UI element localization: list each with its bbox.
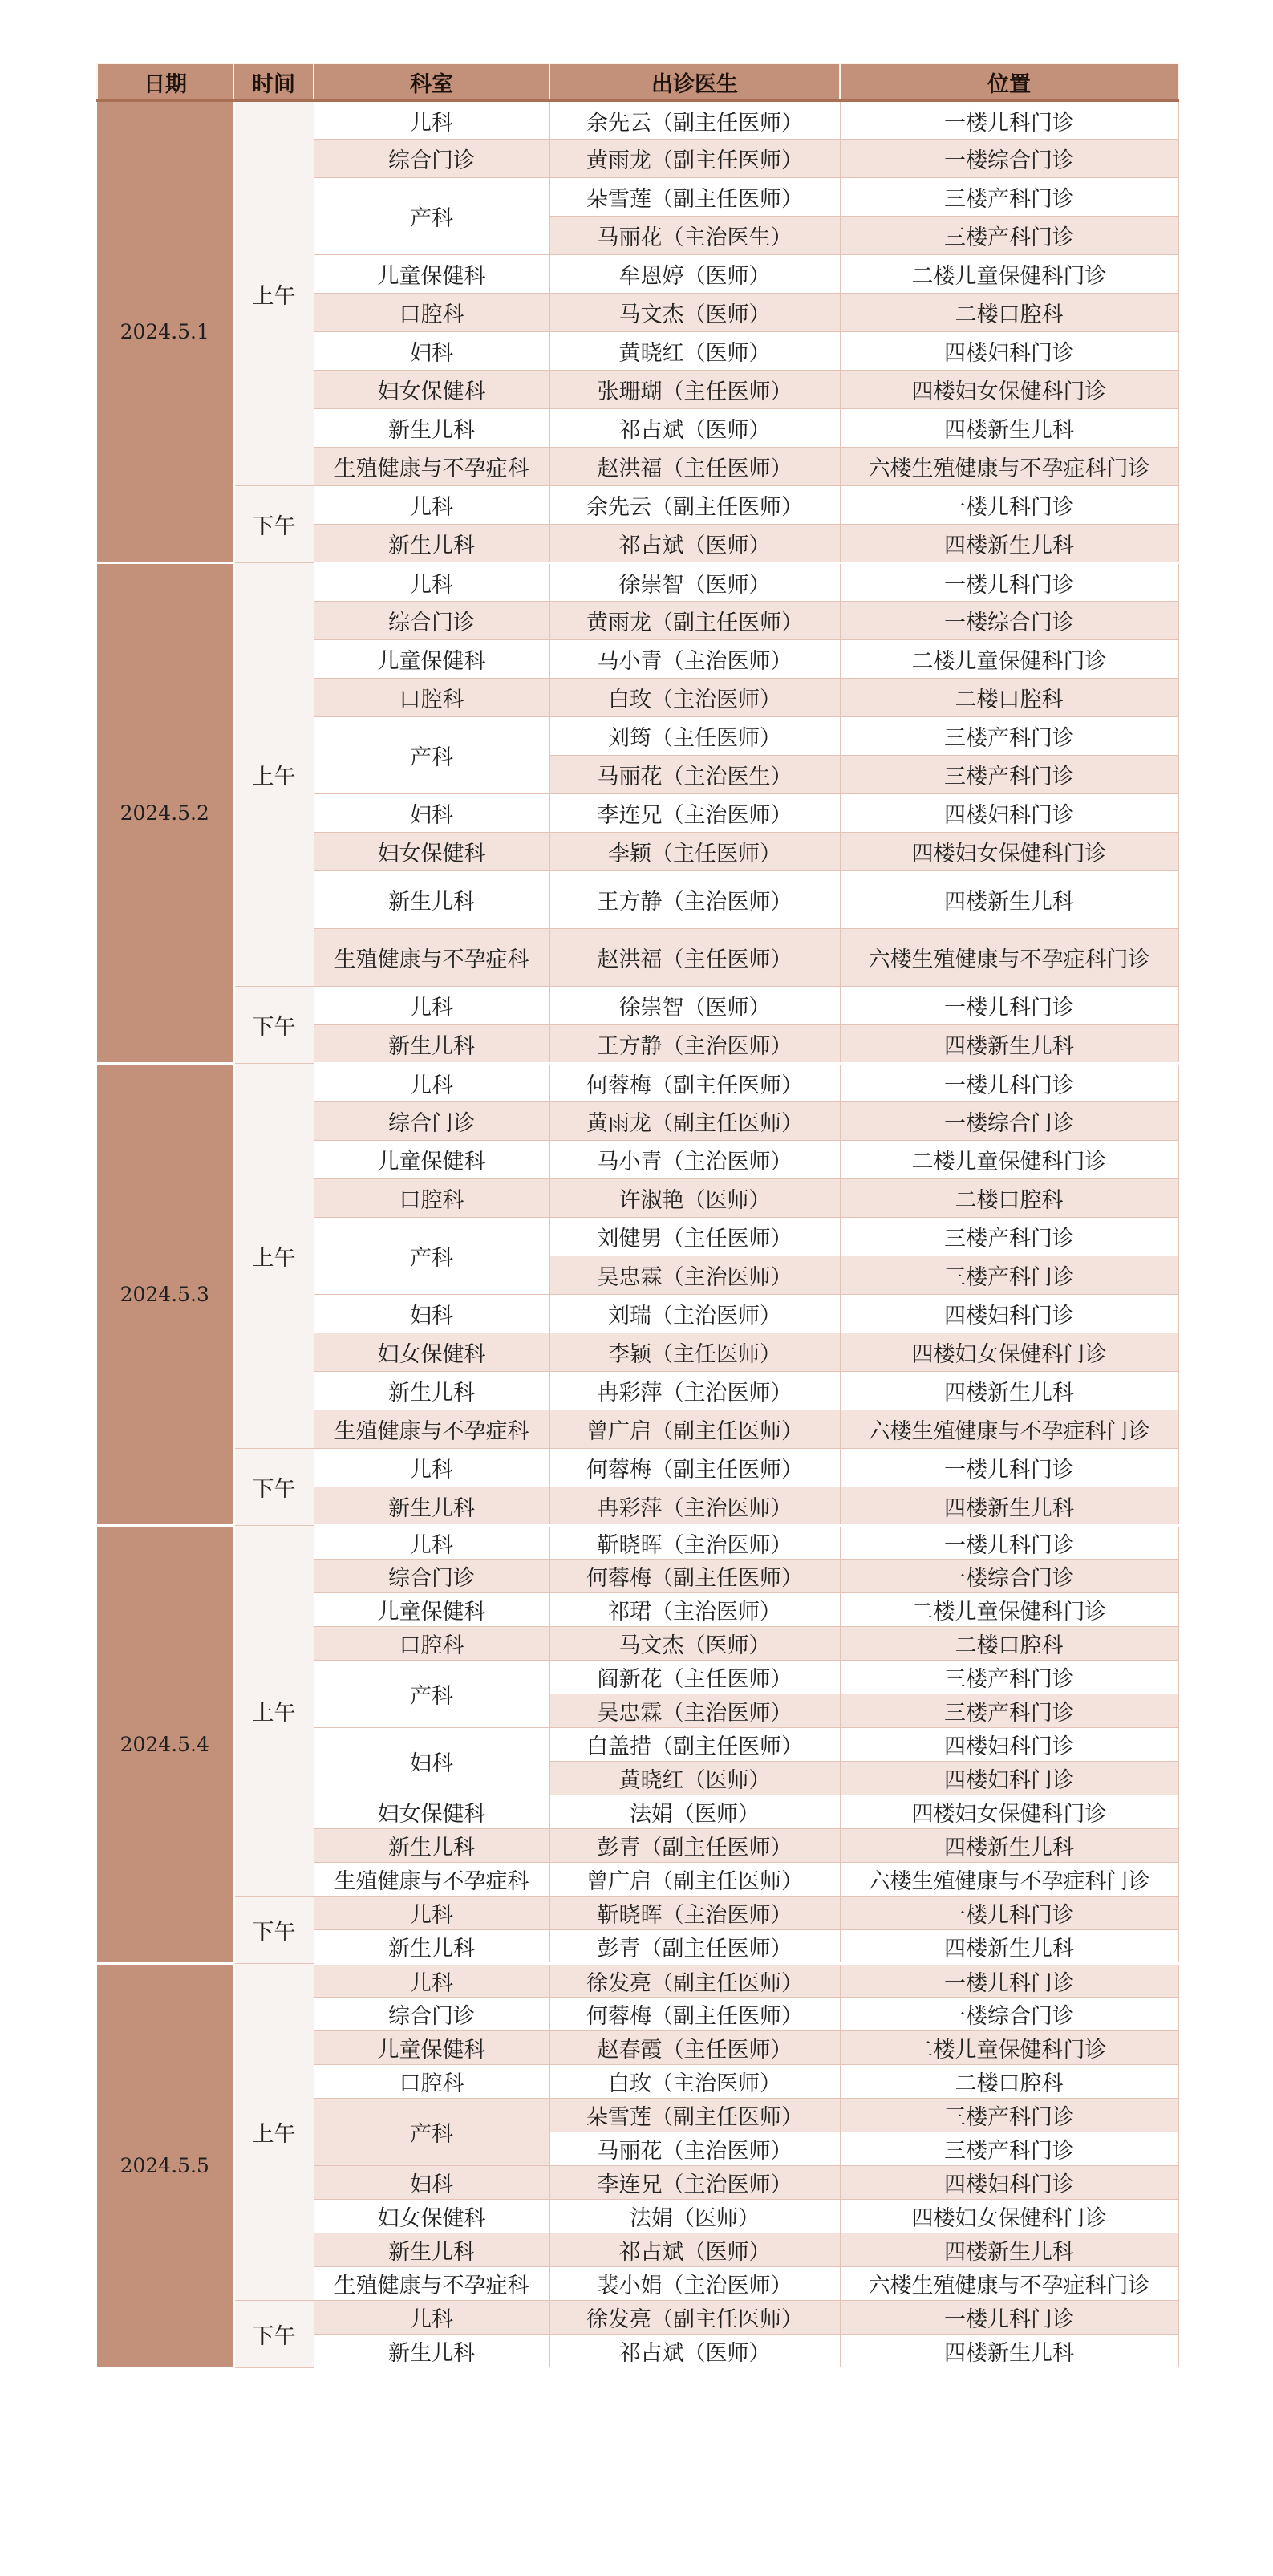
location-cell: 四楼妇科门诊	[840, 1295, 1178, 1333]
location-cell: 二楼口腔科	[840, 294, 1178, 332]
department-cell: 新生儿科	[314, 1372, 549, 1410]
session-morning: 上午	[233, 1064, 314, 1449]
doctor-cell: 刘筠（主任医师）	[549, 717, 840, 756]
location-cell: 六楼生殖健康与不孕症科门诊	[840, 2267, 1178, 2301]
doctor-cell: 黄晓红（医师）	[549, 1762, 840, 1795]
date-cell: 2024.5.3	[97, 1064, 233, 1526]
department-cell: 综合门诊	[314, 1998, 549, 2031]
department-cell: 综合门诊	[314, 140, 549, 178]
doctor-cell: 法娟（医师）	[549, 2200, 840, 2233]
department-cell: 新生儿科	[314, 1930, 549, 1964]
location-cell: 二楼儿童保健科门诊	[840, 1141, 1178, 1179]
doctor-cell: 许淑艳（医师）	[549, 1179, 840, 1218]
location-cell: 二楼口腔科	[840, 2065, 1178, 2099]
location-cell: 四楼新生儿科	[840, 1372, 1178, 1410]
department-cell: 妇女保健科	[314, 1333, 549, 1372]
location-cell: 一楼儿科门诊	[840, 1964, 1178, 1998]
session-morning: 上午	[233, 101, 314, 486]
doctor-cell: 朵雪莲（副主任医师）	[549, 178, 840, 217]
doctor-cell: 王方静（主治医师）	[549, 1025, 840, 1064]
department-cell: 生殖健康与不孕症科	[314, 448, 549, 486]
location-cell: 四楼新生儿科	[840, 409, 1178, 448]
doctor-cell: 吴忠霖（主治医师）	[549, 1694, 840, 1728]
doctor-cell: 马丽花（主治医生）	[549, 217, 840, 255]
doctor-cell: 马小青（主治医师）	[549, 1141, 840, 1179]
doctor-cell: 祁占斌（医师）	[549, 2233, 840, 2267]
department-cell: 综合门诊	[314, 1102, 549, 1141]
header-doctor: 出诊医生	[549, 63, 840, 101]
location-cell: 二楼口腔科	[840, 679, 1178, 717]
table-row	[97, 1897, 1178, 1930]
location-cell: 一楼综合门诊	[840, 602, 1178, 640]
department-cell: 口腔科	[314, 679, 549, 717]
doctor-cell: 赵洪福（主任医师）	[549, 448, 840, 486]
location-cell: 一楼儿科门诊	[840, 1449, 1178, 1487]
table-row	[97, 2301, 1178, 2335]
table-row	[97, 1449, 1178, 1487]
date-cell: 2024.5.5	[97, 1964, 233, 2368]
session-afternoon: 下午	[233, 1449, 314, 1526]
doctor-cell: 黄雨龙（副主任医师）	[549, 1102, 840, 1141]
location-cell: 四楼妇科门诊	[840, 1728, 1178, 1762]
doctor-cell: 冉彩萍（主治医师）	[549, 1372, 840, 1410]
doctor-cell: 曾广启（副主任医师）	[549, 1863, 840, 1897]
location-cell: 六楼生殖健康与不孕症科门诊	[840, 448, 1178, 486]
doctor-cell: 张珊瑚（主任医师）	[549, 371, 840, 409]
location-cell: 一楼综合门诊	[840, 1560, 1178, 1593]
doctor-cell: 曾广启（副主任医师）	[549, 1410, 840, 1449]
location-cell: 四楼妇女保健科门诊	[840, 833, 1178, 871]
doctor-cell: 徐崇智（医师）	[549, 987, 840, 1025]
location-cell: 三楼产科门诊	[840, 717, 1178, 756]
doctor-cell: 刘瑞（主治医师）	[549, 1295, 840, 1333]
doctor-cell: 阎新花（主任医师）	[549, 1661, 840, 1694]
location-cell: 四楼新生儿科	[840, 1025, 1178, 1064]
doctor-cell: 马丽花（主治医师）	[549, 2132, 840, 2166]
department-cell: 儿科	[314, 1897, 549, 1930]
location-cell: 六楼生殖健康与不孕症科门诊	[840, 1410, 1178, 1449]
doctor-cell: 徐崇智（医师）	[549, 563, 840, 602]
location-cell: 三楼产科门诊	[840, 756, 1178, 794]
location-cell: 三楼产科门诊	[840, 178, 1178, 217]
doctor-cell: 赵洪福（主任医师）	[549, 929, 840, 987]
location-cell: 四楼新生儿科	[840, 1829, 1178, 1863]
department-cell: 儿科	[314, 1064, 549, 1102]
location-cell: 四楼新生儿科	[840, 1487, 1178, 1526]
department-cell: 儿科	[314, 486, 549, 525]
department-cell: 口腔科	[314, 1627, 549, 1661]
location-cell: 二楼儿童保健科门诊	[840, 255, 1178, 294]
session-morning: 上午	[233, 1526, 314, 1897]
department-cell: 儿科	[314, 1964, 549, 1998]
department-cell: 妇科	[314, 794, 549, 833]
department-cell: 新生儿科	[314, 871, 549, 929]
doctor-cell: 彭青（副主任医师）	[549, 1829, 840, 1863]
location-cell: 二楼儿童保健科门诊	[840, 1593, 1178, 1627]
location-cell: 四楼新生儿科	[840, 871, 1178, 929]
location-cell: 四楼妇女保健科门诊	[840, 371, 1178, 409]
table-row	[97, 1964, 1178, 1998]
doctor-cell: 法娟（医师）	[549, 1795, 840, 1829]
doctor-cell: 祁占斌（医师）	[549, 2335, 840, 2368]
location-cell: 二楼儿童保健科门诊	[840, 640, 1178, 679]
schedule-body	[97, 101, 1178, 2368]
location-cell: 三楼产科门诊	[840, 217, 1178, 255]
doctor-cell: 黄雨龙（副主任医师）	[549, 140, 840, 178]
doctor-cell: 朵雪莲（副主任医师）	[549, 2099, 840, 2132]
doctor-cell: 余先云（副主任医师）	[549, 486, 840, 525]
doctor-cell: 白玫（主治医师）	[549, 2065, 840, 2099]
location-cell: 一楼儿科门诊	[840, 486, 1178, 525]
department-cell: 新生儿科	[314, 525, 549, 563]
location-cell: 一楼儿科门诊	[840, 1897, 1178, 1930]
date-cell: 2024.5.1	[97, 101, 233, 563]
doctor-cell: 李连兄（主治医师）	[549, 2166, 840, 2200]
doctor-cell: 马小青（主治医师）	[549, 640, 840, 679]
location-cell: 二楼口腔科	[840, 1627, 1178, 1661]
department-cell: 生殖健康与不孕症科	[314, 2267, 549, 2301]
session-afternoon: 下午	[233, 987, 314, 1064]
table-row	[97, 486, 1178, 525]
doctor-cell: 靳晓晖（主治医师）	[549, 1897, 840, 1930]
doctor-cell: 黄晓红（医师）	[549, 332, 840, 371]
doctor-cell: 李颖（主任医师）	[549, 1333, 840, 1372]
location-cell: 四楼妇女保健科门诊	[840, 1795, 1178, 1829]
doctor-cell: 吴忠霖（主治医师）	[549, 1256, 840, 1295]
header-date: 日期	[97, 63, 233, 101]
table-row	[97, 101, 1178, 140]
department-cell: 口腔科	[314, 294, 549, 332]
table-row	[97, 1064, 1178, 1102]
doctor-cell: 徐发亮（副主任医师）	[549, 2301, 840, 2335]
location-cell: 四楼新生儿科	[840, 525, 1178, 563]
department-cell: 生殖健康与不孕症科	[314, 929, 549, 987]
doctor-cell: 马文杰（医师）	[549, 294, 840, 332]
department-cell: 口腔科	[314, 2065, 549, 2099]
department-cell: 妇女保健科	[314, 833, 549, 871]
department-cell: 儿科	[314, 1449, 549, 1487]
doctor-cell: 徐发亮（副主任医师）	[549, 1964, 840, 1998]
department-cell: 产科	[314, 1218, 549, 1295]
doctor-cell: 祁占斌（医师）	[549, 409, 840, 448]
department-cell: 口腔科	[314, 1179, 549, 1218]
table-row	[97, 563, 1178, 602]
schedule-table	[96, 63, 1179, 2369]
header-department: 科室	[314, 63, 549, 101]
location-cell: 三楼产科门诊	[840, 2132, 1178, 2166]
location-cell: 四楼妇科门诊	[840, 1762, 1178, 1795]
doctor-cell: 白盖措（副主任医师）	[549, 1728, 840, 1762]
date-cell: 2024.5.4	[97, 1526, 233, 1964]
department-cell: 儿童保健科	[314, 2031, 549, 2065]
doctor-cell: 何蓉梅（副主任医师）	[549, 1064, 840, 1102]
header-row	[97, 63, 1178, 101]
location-cell: 一楼儿科门诊	[840, 1064, 1178, 1102]
location-cell: 四楼妇女保健科门诊	[840, 2200, 1178, 2233]
location-cell: 一楼综合门诊	[840, 1102, 1178, 1141]
department-cell: 产科	[314, 178, 549, 255]
duty-schedule-sheet	[96, 63, 1178, 2369]
location-cell: 三楼产科门诊	[840, 1218, 1178, 1256]
session-afternoon: 下午	[233, 1897, 314, 1964]
session-afternoon: 下午	[233, 2301, 314, 2368]
doctor-cell: 何蓉梅（副主任医师）	[549, 1449, 840, 1487]
location-cell: 一楼儿科门诊	[840, 101, 1178, 140]
doctor-cell: 王方静（主治医师）	[549, 871, 840, 929]
department-cell: 妇科	[314, 1295, 549, 1333]
department-cell: 妇科	[314, 1728, 549, 1795]
doctor-cell: 祁珺（主治医师）	[549, 1593, 840, 1627]
department-cell: 产科	[314, 717, 549, 794]
doctor-cell: 裴小娟（主治医师）	[549, 2267, 840, 2301]
department-cell: 产科	[314, 1661, 549, 1728]
department-cell: 生殖健康与不孕症科	[314, 1863, 549, 1897]
doctor-cell: 白玫（主治医师）	[549, 679, 840, 717]
location-cell: 一楼儿科门诊	[840, 1526, 1178, 1560]
table-row	[97, 1526, 1178, 1560]
session-afternoon: 下午	[233, 486, 314, 563]
department-cell: 儿童保健科	[314, 255, 549, 294]
location-cell: 四楼新生儿科	[840, 1930, 1178, 1964]
doctor-cell: 冉彩萍（主治医师）	[549, 1487, 840, 1526]
location-cell: 四楼新生儿科	[840, 2335, 1178, 2368]
location-cell: 三楼产科门诊	[840, 1694, 1178, 1728]
location-cell: 六楼生殖健康与不孕症科门诊	[840, 1863, 1178, 1897]
department-cell: 儿科	[314, 563, 549, 602]
department-cell: 新生儿科	[314, 1487, 549, 1526]
department-cell: 儿科	[314, 1526, 549, 1560]
department-cell: 儿童保健科	[314, 640, 549, 679]
department-cell: 儿科	[314, 987, 549, 1025]
doctor-cell: 靳晓晖（主治医师）	[549, 1526, 840, 1560]
table-row	[97, 987, 1178, 1025]
session-morning: 上午	[233, 1964, 314, 2301]
location-cell: 四楼妇女保健科门诊	[840, 1333, 1178, 1372]
department-cell: 妇女保健科	[314, 2200, 549, 2233]
doctor-cell: 李颖（主任医师）	[549, 833, 840, 871]
location-cell: 六楼生殖健康与不孕症科门诊	[840, 929, 1178, 987]
department-cell: 妇科	[314, 332, 549, 371]
department-cell: 生殖健康与不孕症科	[314, 1410, 549, 1449]
location-cell: 四楼妇科门诊	[840, 332, 1178, 371]
session-morning: 上午	[233, 563, 314, 987]
location-cell: 三楼产科门诊	[840, 1256, 1178, 1295]
doctor-cell: 何蓉梅（副主任医师）	[549, 1998, 840, 2031]
department-cell: 新生儿科	[314, 409, 549, 448]
department-cell: 儿童保健科	[314, 1593, 549, 1627]
location-cell: 一楼儿科门诊	[840, 2301, 1178, 2335]
doctor-cell: 马丽花（主治医生）	[549, 756, 840, 794]
department-cell: 产科	[314, 2099, 549, 2166]
location-cell: 一楼儿科门诊	[840, 563, 1178, 602]
department-cell: 儿科	[314, 2301, 549, 2335]
department-cell: 妇科	[314, 2166, 549, 2200]
location-cell: 一楼综合门诊	[840, 140, 1178, 178]
date-cell: 2024.5.2	[97, 563, 233, 1064]
doctor-cell: 黄雨龙（副主任医师）	[549, 602, 840, 640]
department-cell: 儿童保健科	[314, 1141, 549, 1179]
department-cell: 妇女保健科	[314, 1795, 549, 1829]
header-location: 位置	[840, 63, 1178, 101]
location-cell: 一楼儿科门诊	[840, 987, 1178, 1025]
doctor-cell: 马文杰（医师）	[549, 1627, 840, 1661]
doctor-cell: 余先云（副主任医师）	[549, 101, 840, 140]
doctor-cell: 牟恩婷（医师）	[549, 255, 840, 294]
location-cell: 三楼产科门诊	[840, 1661, 1178, 1694]
location-cell: 四楼妇科门诊	[840, 794, 1178, 833]
department-cell: 综合门诊	[314, 1560, 549, 1593]
location-cell: 四楼妇科门诊	[840, 2166, 1178, 2200]
department-cell: 综合门诊	[314, 602, 549, 640]
doctor-cell: 刘健男（主任医师）	[549, 1218, 840, 1256]
department-cell: 新生儿科	[314, 1025, 549, 1064]
header-time: 时间	[233, 63, 314, 101]
doctor-cell: 祁占斌（医师）	[549, 525, 840, 563]
location-cell: 二楼儿童保健科门诊	[840, 2031, 1178, 2065]
doctor-cell: 彭青（副主任医师）	[549, 1930, 840, 1964]
location-cell: 四楼新生儿科	[840, 2233, 1178, 2267]
department-cell: 新生儿科	[314, 2233, 549, 2267]
doctor-cell: 赵春霞（主任医师）	[549, 2031, 840, 2065]
department-cell: 新生儿科	[314, 1829, 549, 1863]
doctor-cell: 李连兄（主治医师）	[549, 794, 840, 833]
doctor-cell: 何蓉梅（副主任医师）	[549, 1560, 840, 1593]
department-cell: 妇女保健科	[314, 371, 549, 409]
location-cell: 三楼产科门诊	[840, 2099, 1178, 2132]
department-cell: 儿科	[314, 101, 549, 140]
location-cell: 二楼口腔科	[840, 1179, 1178, 1218]
location-cell: 一楼综合门诊	[840, 1998, 1178, 2031]
department-cell: 新生儿科	[314, 2335, 549, 2368]
